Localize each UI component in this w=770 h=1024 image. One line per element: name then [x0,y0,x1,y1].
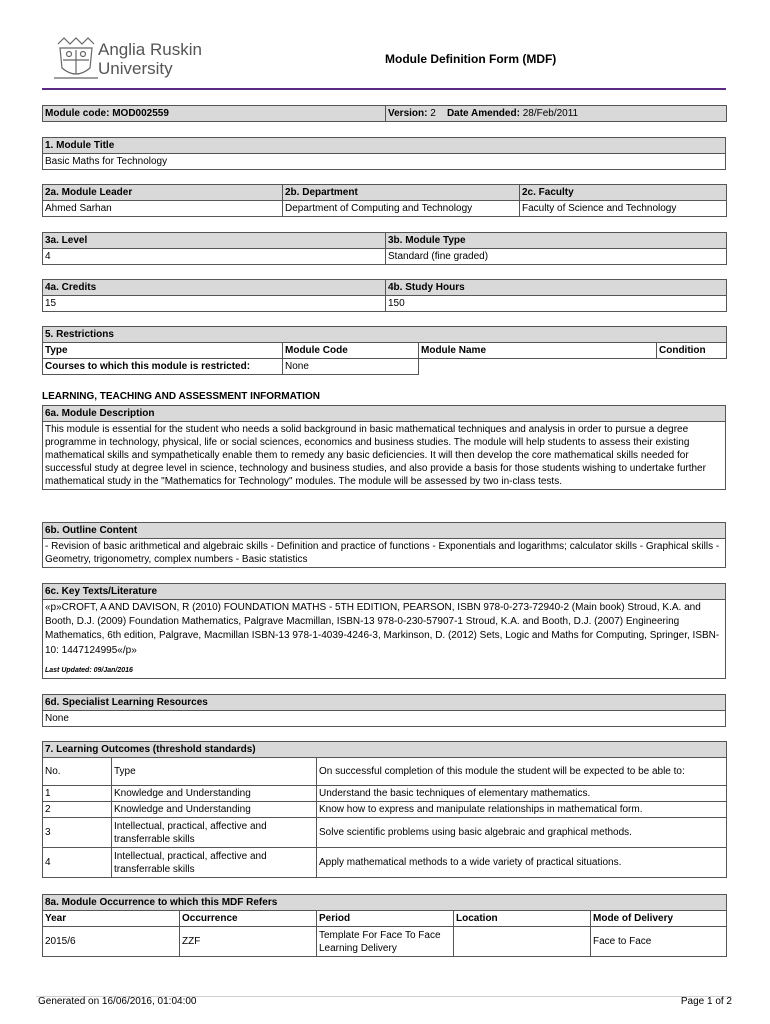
faculty-value: Faculty of Science and Technology [520,201,727,217]
module-type-value: Standard (fine graded) [386,249,727,265]
outcome-type: Knowledge and Understanding [112,802,317,818]
level-value: 4 [43,249,386,265]
outline-content-table [42,522,726,568]
key-texts-text: «p»CROFT, A AND DAVISON, R (2010) FOUNDATION MATHS - 5TH EDITION, PEARSON, ISBN 978-0-273-72940-2 (Main book) Stroud, K.A. and Booth, D.J. (2009) Foundation Mathematics, Palgrave Macmillan, ISBN-13 978-0-230-57907-1 Stroud, K.A. and Booth, D.J. (2007) Engineering Mathematics, 6th edition, Palgrave, Macmillan ISBN-13 978-1-4039-4246-3, Markinson, D. (2012) Sets, Logic and Maths for Computing, Springer, ISBN-10: 1447124995«/p» [45,602,720,656]
outcome-col-type: Type [112,758,317,786]
module-occurrence-table [42,894,727,957]
key-texts-cell [43,600,726,679]
outcome-text: Know how to express and manipulate relationships in mathematical form. [317,802,727,818]
outcome-no: 4 [43,848,112,878]
module-description-table [42,405,726,490]
outcome-row [43,786,727,802]
generated-timestamp: Generated on 16/06/2016, 01:04:00 [38,996,197,1007]
occurrence-delivery: Face to Face [591,927,727,957]
outcome-text: Apply mathematical methods to a wide variety of practical situations. [317,848,727,878]
restrictions-col-name: Module Name [419,343,657,359]
outline-content-heading: 6b. Outline Content [43,523,726,539]
restrictions-heading: 5. Restrictions [43,327,727,343]
learning-resources-table [42,694,726,727]
restriction-module-code: None [283,359,419,375]
module-type-heading: 3b. Module Type [386,233,727,249]
occurrence-col-year: Year [43,911,180,927]
outcome-type: Intellectual, practical, affective and transferrable skills [112,818,317,848]
outcome-col-no: No. [43,758,112,786]
restriction-type: Courses to which this module is restricted: [43,359,283,375]
restrictions-col-type: Type [43,343,283,359]
credits-hours-table [42,279,727,312]
occurrence-col-location: Location [454,911,591,927]
page-number: Page 1 of 2 [680,996,732,1007]
restrictions-col-code: Module Code [283,343,419,359]
faculty-heading: 2c. Faculty [520,185,727,201]
module-occurrence-heading: 8a. Module Occurrence to which this MDF Refers [43,895,727,911]
module-code-table [42,105,727,122]
occurrence-period: Template For Face To Face Learning Delivery [317,927,454,957]
learning-outcomes-heading: 7. Learning Outcomes (threshold standards) [43,742,727,758]
module-description-text: This module is essential for the student who needs a solid background in basic mathematical techniques and analysis in order to pursue a degree programme in technology, physical, life or social sciences, economics and business studies. The module will help students to assess their existing mathematical skills and sympathetically enable them to remedy any basic deficiencies. It will then develop the core mathematical skills needed for successful study at degree level in science, technology and business studies, and also provide a basis for those students wishing to undertake further mathematical study in the "Mathematics for Technology" modules. The module will be assessed by two in-class tests. [43,422,726,490]
occurrence-col-occurrence: Occurrence [180,911,317,927]
outcome-row [43,818,727,848]
module-title-heading: 1. Module Title [43,138,726,154]
restriction-empty [419,359,657,375]
outline-content-text: - Revision of basic arithmetical and algebraic skills - Definition and practice of functions - Exponentials and logarithms; calculator skills - Graphical skills - Geometry, trigonometry, complex numbers - Basic statistics [43,539,726,568]
module-code: Module code: MOD002559 [43,106,386,122]
occurrence-code: ZZF [180,927,317,957]
outcome-text: Solve scientific problems using basic algebraic and graphical methods. [317,818,727,848]
module-description-heading: 6a. Module Description [43,406,726,422]
university-name: Anglia Ruskin University [98,40,202,78]
level-type-table [42,232,727,265]
outcome-row [43,848,727,878]
study-hours-value: 150 [386,296,727,312]
learning-resources-value: None [43,711,726,727]
credits-heading: 4a. Credits [43,280,386,296]
module-leader-table [42,184,727,217]
learning-outcomes-table [42,741,727,878]
occurrence-location [454,927,591,957]
leader-value: Ahmed Sarhan [43,201,283,217]
module-title-value: Basic Maths for Technology [43,154,726,170]
outcome-no: 3 [43,818,112,848]
header-divider [42,88,726,90]
leader-heading: 2a. Module Leader [43,185,283,201]
learning-section-heading: LEARNING, TEACHING AND ASSESSMENT INFORMATION [42,391,320,402]
occurrence-col-delivery: Mode of Delivery [591,911,727,927]
outcome-no: 2 [43,802,112,818]
outcome-type: Knowledge and Understanding [112,786,317,802]
level-heading: 3a. Level [43,233,386,249]
outcome-row [43,802,727,818]
outcome-text: Understand the basic techniques of elementary mathematics. [317,786,727,802]
key-texts-heading: 6c. Key Texts/Literature [43,584,726,600]
department-heading: 2b. Department [283,185,520,201]
restrictions-col-condition: Condition [657,343,727,359]
occurrence-col-period: Period [317,911,454,927]
restriction-empty [657,359,727,375]
version-info: Version: 2 Date Amended: 28/Feb/2011 [386,106,727,122]
credits-value: 15 [43,296,386,312]
outcome-no: 1 [43,786,112,802]
outcome-type: Intellectual, practical, affective and transferrable skills [112,848,317,878]
restrictions-table [42,326,727,375]
outcome-col-description: On successful completion of this module the student will be expected to be able to: [317,758,727,786]
key-texts-table [42,583,726,679]
module-title-table [42,137,726,170]
occurrence-year: 2015/6 [43,927,180,957]
form-title: Module Definition Form (MDF) [385,52,557,66]
learning-resources-heading: 6d. Specialist Learning Resources [43,695,726,711]
study-hours-heading: 4b. Study Hours [386,280,727,296]
last-updated: Last Updated: 09/Jan/2016 [45,666,133,674]
department-value: Department of Computing and Technology [283,201,520,217]
